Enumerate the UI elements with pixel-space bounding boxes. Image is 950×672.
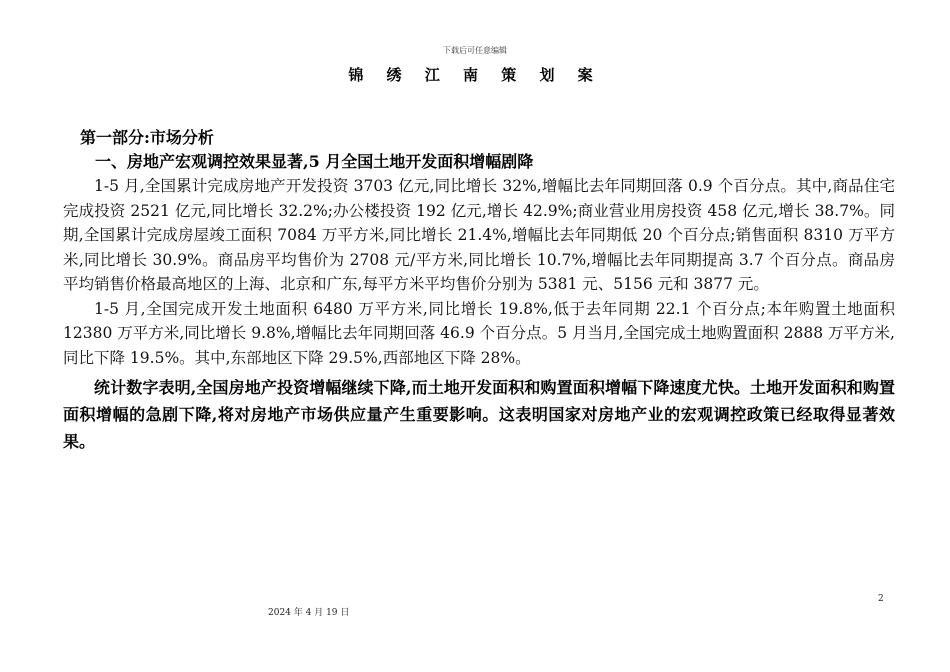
document-body — [63, 126, 895, 455]
header-note: 下载后可任意编辑 — [443, 46, 507, 55]
paragraph-investment: 1-5 月,全国累计完成房地产开发投资 3703 亿元,同比增长 32%,增幅比去年同期回落 0.9 个百分点。其中,商品住宅完成投资 2521 亿元,同比增长 32.2%;办公楼投资 192 亿元,增长 42.9%;商业营业用房投资 458 亿元,增长 38.7%。同期,全国累计完成房屋竣工面积 7084 万平方米,同比增长 21.4%,增幅比去年同期低 20 个百分点;销售面积 8310 万平方米,同比增长 30.9%。商品房平均售价为 2708 元/平方米,同比增长 10.7%,增幅比去年同期提高 3.7 个百分点。商品房平均销售价格最高地区的上海、北京和广东,每平方米平均售价分别为 5381 元、5156 元和 3877 元。 — [63, 177, 895, 293]
section-heading: 一、房地产宏观调控效果显著,5 月全国土地开发面积增幅剧降 — [95, 152, 534, 171]
document-title: 锦 绣 江 南 策 划 案 — [348, 66, 602, 84]
paragraph-conclusion: 统计数字表明,全国房地产投资增幅继续下降,而土地开发面积和购置面积增幅下降速度尤快。土地开发面积和购置面积增幅的急剧下降,将对房地产市场供应量产生重要影响。这表明国家对房地产业的宏观调控政策已经取得显著效果。 — [63, 378, 895, 451]
paragraph-land: 1-5 月,全国完成开发土地面积 6480 万平方米,同比增长 19.8%,低于去年同期 22.1 个百分点;本年购置土地面积 12380 万平方米,同比增长 9.8%,增幅比去年同期回落 46.9 个百分点。5 月当月,全国完成土地购置面积 2888 万平方米,同比下降 19.5%。其中,东部地区下降 29.5%,西部地区下降 28%。 — [63, 299, 895, 367]
part-heading: 第一部分:市场分析 — [80, 128, 214, 147]
page-number: 2 — [878, 594, 884, 604]
footer-date: 2024 年 4 月 19 日 — [268, 608, 350, 618]
